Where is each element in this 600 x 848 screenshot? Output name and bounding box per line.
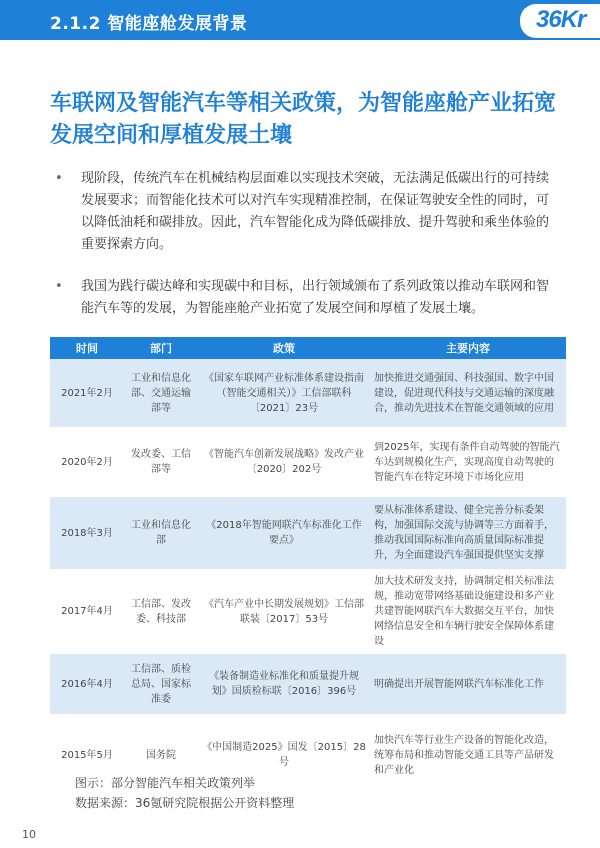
- header-policy: 政策: [198, 337, 370, 359]
- cell-time: 2016年4月: [50, 654, 124, 715]
- cell-dept: 工信部、发改委、科技部: [124, 570, 198, 654]
- header-bar: [0, 0, 600, 40]
- page-heading: 车联网及智能汽车等相关政策，为智能座舱产业拓宽发展空间和厚植发展土壤: [50, 91, 557, 148]
- cell-policy: 《中国制造2025》国发〔2015〕28号: [198, 715, 370, 796]
- cell-content: 到2025年，实现有条件自动驾驶的智能汽车达到规模化生产，实现高度自动驾驶的智能汽车在特定环境下市场化应用: [370, 428, 566, 497]
- table-row: [50, 570, 566, 654]
- table-row: [50, 428, 566, 497]
- cell-time: 2015年5月: [50, 715, 124, 796]
- table-header-row: [50, 337, 566, 359]
- cell-content: 加大技术研发支持，协调制定相关标准法规，推动宽带网络基础设施建设和多产业共建智能网联汽车大数据交互平台，加快网络信息安全和车辆行驶安全保障体系建设: [370, 570, 566, 654]
- cell-content: 加快推进交通强国、科技强国、数字中国建设，促进现代科技与交通运输的深度融合，推动先进技术在智能交通领域的应用: [370, 359, 566, 428]
- cell-dept: 工业和信息化部、交通运输部等: [124, 359, 198, 428]
- bullet-dot-icon: •: [55, 279, 63, 294]
- cell-policy: 《2018年智能网联汽车标准化工作要点》: [198, 497, 370, 570]
- figure-caption: 图示：部分智能汽车相关政策列举: [75, 776, 256, 790]
- cell-dept: 工信部、质检总局、国家标准委: [124, 654, 198, 715]
- header-time: 时间: [50, 337, 124, 359]
- policy-table: [50, 337, 566, 796]
- bullet-text: 现阶段，传统汽车在机械结构层面难以实现技术突破，无法满足低碳出行的可持续发展要求；而智能化技术可以对汽车实现精准控制，在保证驾驶安全性的同时，可以降低油耗和碳排放。因此，汽车智能化成为降低碳排放、提升驾驶和乘坐体验的重要探索方向。: [81, 171, 550, 252]
- table-row: [50, 497, 566, 570]
- header-content: 主要内容: [370, 337, 566, 359]
- bullet-text: 我国为践行碳达峰和实现碳中和目标，出行领域颁布了系列政策以推动车联网和智能汽车等的发展，为智能座舱产业拓宽了发展空间和厚植了发展土壤。: [81, 279, 550, 316]
- page-number: 10: [22, 828, 36, 841]
- cell-dept: 国务院: [124, 715, 198, 796]
- section-title: 2.1.2 智能座舱发展背景: [50, 14, 248, 34]
- cell-content: 加快汽车等行业生产设备的智能化改造，统筹布局和推动智能交通工具等产品研发和产业化: [370, 715, 566, 796]
- cell-dept: 发改委、工信部等: [124, 428, 198, 497]
- logo-text: 36Kr: [536, 6, 586, 33]
- cell-policy: 《国家车联网产业标准体系建设指南（智能交通相关）》工信部联科〔2021〕23号: [198, 359, 370, 428]
- cell-policy: 《汽车产业中长期发展规划》工信部联装〔2017〕53号: [198, 570, 370, 654]
- cell-time: 2021年2月: [50, 359, 124, 428]
- cell-content: 要从标准体系建设、健全完善分标委架构，加强国际交流与协调等三方面着手，推动我国国际标准向高质量国际标准提升，为全面建设汽车强国提供坚实支撑: [370, 497, 566, 570]
- cell-time: 2018年3月: [50, 497, 124, 570]
- cell-policy: 《装备制造业标准化和质量提升规划》国质检标联〔2016〕396号: [198, 654, 370, 715]
- source-caption: 数据来源：36氪研究院根据公开资料整理: [75, 796, 295, 810]
- table-row: [50, 654, 566, 715]
- cell-time: 2017年4月: [50, 570, 124, 654]
- brand-logo: [520, 4, 600, 38]
- cell-content: 明确提出开展智能网联汽车标准化工作: [370, 654, 566, 715]
- bullet-dot-icon: •: [55, 171, 63, 186]
- table-row: [50, 359, 566, 428]
- bullet-item: [55, 276, 555, 320]
- bullet-item: [55, 168, 555, 256]
- cell-policy: 《智能汽车创新发展战略》发改产业〔2020〕202号: [198, 428, 370, 497]
- cell-dept: 工业和信息化部: [124, 497, 198, 570]
- cell-time: 2020年2月: [50, 428, 124, 497]
- header-dept: 部门: [124, 337, 198, 359]
